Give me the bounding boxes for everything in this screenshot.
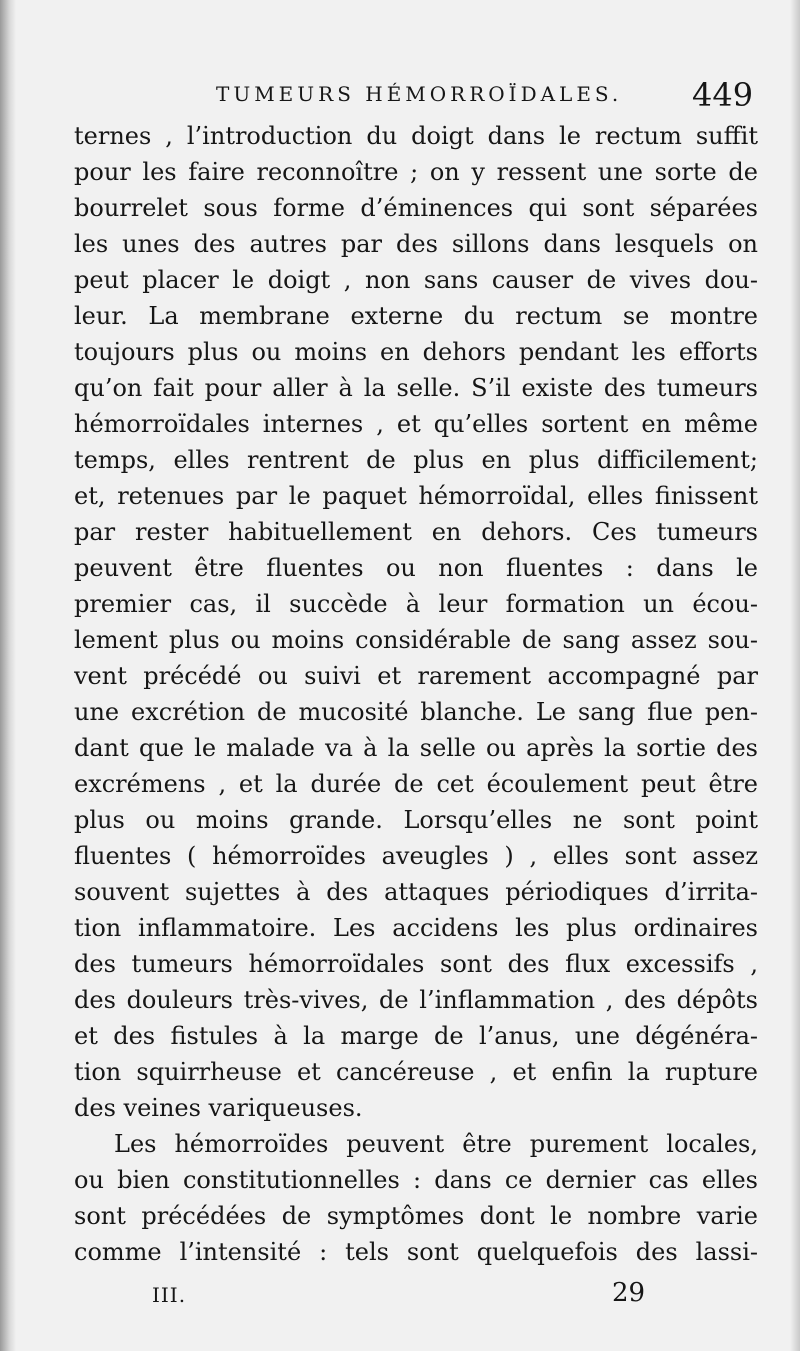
text-line: vent précédé ou suivi et rarement accompagné par (74, 662, 758, 690)
text-line: des tumeurs hémorroïdales sont des flux excessifs , (74, 950, 758, 978)
text-line: comme l’intensité : tels sont quelquefois des lassi- (74, 1238, 758, 1266)
page-number: 449 (692, 76, 754, 114)
text-line: dant que le malade va à la selle ou après la sortie des (74, 734, 758, 762)
text-line: et, retenues par le paquet hémorroïdal, elles finissent (74, 482, 758, 510)
gutter-shadow (0, 0, 16, 1351)
text-line: plus ou moins grande. Lorsqu’elles ne sont point (74, 806, 758, 834)
text-line: leur. La membrane externe du rectum se montre (74, 302, 758, 330)
text-line: des veines variqueuses. (74, 1094, 363, 1122)
text-line: excrémens , et la durée de cet écoulement peut être (74, 770, 758, 798)
text-line: fluentes ( hémorroïdes aveugles ) , elles sont assez (74, 842, 758, 870)
text-line: et des fistules à la marge de l’anus, une dégénéra- (74, 1022, 758, 1050)
text-line: par rester habituellement en dehors. Ces tumeurs (74, 518, 758, 546)
text-line: tion squirrheuse et cancéreuse , et enfin la rupture (74, 1058, 758, 1086)
text-line: des douleurs très-vives, de l’inflammation , des dépôts (74, 986, 758, 1014)
text-line: ternes , l’introduction du doigt dans le rectum suffit (74, 122, 758, 150)
sheet-number: 29 (612, 1278, 646, 1308)
text-line: premier cas, il succède à leur formation un écou- (74, 590, 758, 618)
text-line: une excrétion de mucosité blanche. Le sang flue pen- (74, 698, 758, 726)
running-head: TUMEURS HÉMORROÏDALES. (216, 82, 623, 106)
text-line: lement plus ou moins considérable de sang assez sou- (74, 626, 758, 654)
text-line: souvent sujettes à des attaques périodiques d’irrita- (74, 878, 758, 906)
text-line: toujours plus ou moins en dehors pendant les efforts (74, 338, 758, 366)
text-line: ou bien constitutionnelles : dans ce dernier cas elles (74, 1166, 758, 1194)
text-line: tion inflammatoire. Les accidens les plus ordinaires (74, 914, 758, 942)
text-line: hémorroïdales internes , et qu’elles sortent en même (74, 410, 758, 438)
page-edge-shadow (790, 0, 800, 1351)
text-line: pour les faire reconnoître ; on y ressent une sorte de (74, 158, 758, 186)
paragraph-start-line: Les hémorroïdes peuvent être purement locales, (114, 1130, 758, 1158)
text-line: sont précédées de symptômes dont le nombre varie (74, 1202, 758, 1230)
text-line: temps, elles rentrent de plus en plus difficilement; (74, 446, 758, 474)
text-line: les unes des autres par des sillons dans lesquels on (74, 230, 758, 258)
body-text (74, 118, 758, 1270)
text-line: bourrelet sous forme d’éminences qui sont séparées (74, 194, 758, 222)
signature-mark: III. (152, 1283, 187, 1307)
text-line: peut placer le doigt , non sans causer de vives dou- (74, 266, 758, 294)
text-line: qu’on fait pour aller à la selle. S’il existe des tumeurs (74, 374, 758, 402)
text-line: peuvent être fluentes ou non fluentes : dans le (74, 554, 758, 582)
